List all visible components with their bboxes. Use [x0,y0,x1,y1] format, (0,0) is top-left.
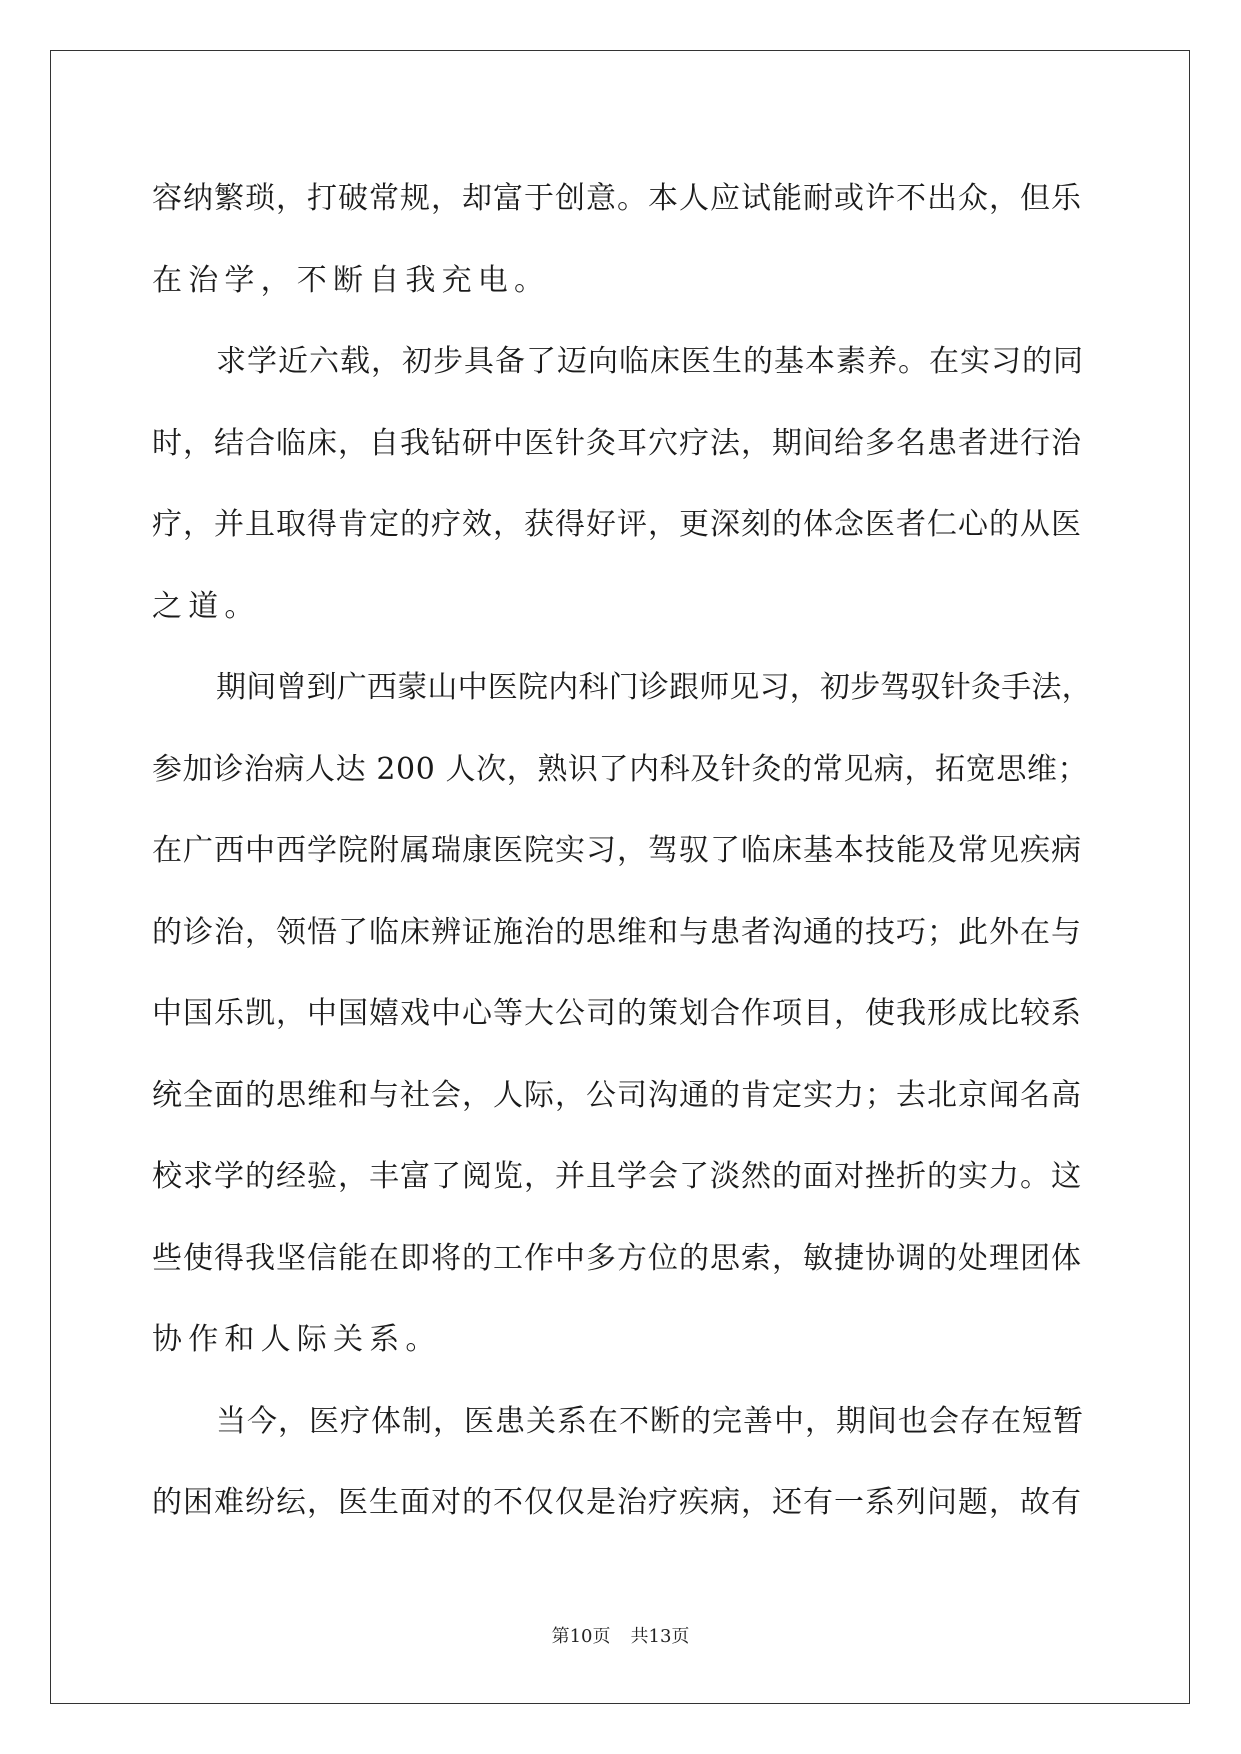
document-body [152,158,1092,1544]
text-line: 的诊治，领悟了临床辨证施治的思维和与患者沟通的技巧；此外在与 [152,914,1082,950]
text-line: 在广西中西学院附属瑞康医院实习，驾驭了临床基本技能及常见疾病 [152,833,1082,868]
text-line: 校求学的经验，丰富了阅览，并且学会了淡然的面对挫折的实力。这 [152,1159,1082,1194]
text-line: 疗，并且取得肯定的疗效，获得好评，更深刻的体念医者仁心的从医 [152,507,1082,542]
text-line: 参加诊治病人达 200 人次，熟识了内科及针灸的常见病，拓宽思维； [152,751,1089,787]
text-line: 统全面的思维和与社会，人际，公司沟通的肯定实力；去北京闻名高 [152,1077,1082,1113]
text-line: 些使得我坚信能在即将的工作中多方位的思索，敏捷协调的处理团体 [152,1240,1082,1276]
text-line: 时，结合临床，自我钻研中医针灸耳穴疗法，期间给多名患者进行治 [152,425,1082,461]
current-page-number: 第10页 [551,1626,611,1647]
total-page-count: 共13页 [630,1626,690,1647]
text-line: 的困难纷纭，医生面对的不仅仅是治疗疾病，还有一系列问题，故有 [152,1485,1082,1520]
paragraph-start-line: 期间曾到广西蒙山中医院内科门诊跟师见习，初步驾驭针灸手法， [216,670,1092,705]
text-line: 之道。 [152,588,261,624]
text-line: 协作和人际关系。 [152,1322,442,1357]
text-line: 容纳繁琐，打破常规，却富于创意。本人应试能耐或许不出众，但乐 [152,181,1082,216]
text-line: 在治学，不断自我充电。 [152,262,551,298]
paragraph-start-line: 当今，医疗体制，医患关系在不断的完善中，期间也会存在短暂 [216,1403,1084,1439]
page-footer [0,1622,1241,1648]
paragraph-start-line: 求学近六载，初步具备了迈向临床医生的基本素养。在实习的同 [216,344,1084,379]
text-line: 中国乐凯，中国嬉戏中心等大公司的策划合作项目，使我形成比较系 [152,996,1082,1031]
